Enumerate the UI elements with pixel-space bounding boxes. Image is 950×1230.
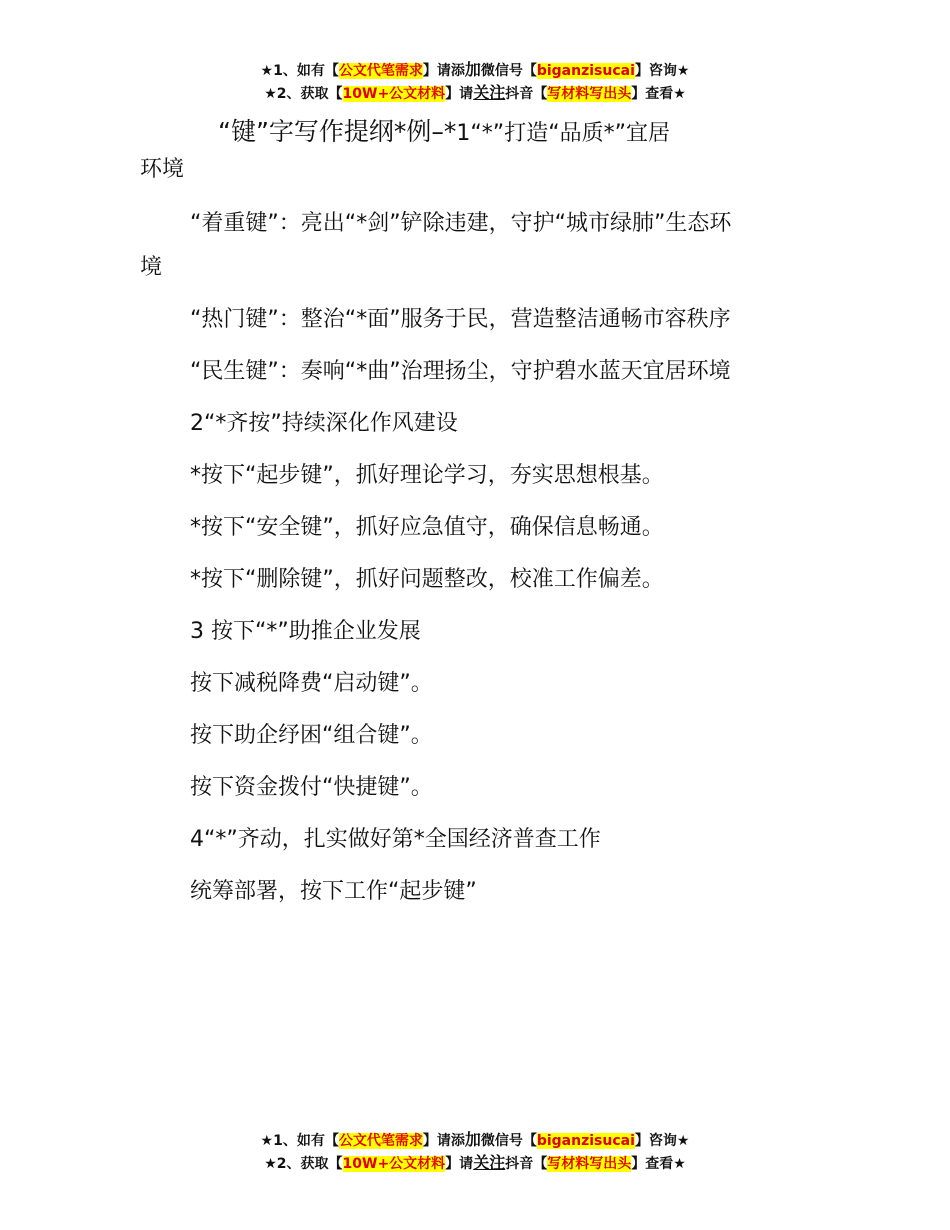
banner-text: 】查看★: [631, 1156, 686, 1172]
paragraph: *按下“起步键”，抓好理论学习，夯实思想根基。: [190, 463, 664, 488]
title-tail: 1“*”打造“品质*”宜居: [456, 121, 670, 146]
section-heading: 2“*齐按”持续深化作风建设: [190, 411, 458, 436]
banner-text: 】咨询★: [634, 63, 690, 79]
paragraph: *按下“删除键”，抓好问题整改，校准工作偏差。: [190, 567, 664, 592]
banner-text: ★2、获取【: [264, 1156, 343, 1172]
banner-line-1: [0, 1129, 950, 1152]
paragraph-continuation: 境: [140, 255, 163, 280]
title-continuation: 环境: [140, 157, 185, 182]
banner-text: 加: [464, 60, 481, 79]
paragraph: [140, 208, 820, 284]
banner-text: ★1、如有【: [260, 63, 339, 79]
highlight-label: 10W+公文材料: [342, 86, 446, 102]
document-body: [140, 110, 820, 908]
banner-text: 抖音【: [505, 1156, 548, 1172]
header-banner: [0, 59, 950, 105]
banner-text: 微信号【: [480, 1133, 537, 1149]
paragraph: 按下资金拨付“快捷键”。: [190, 775, 433, 800]
banner-text: 关注: [473, 1153, 506, 1172]
highlight-label: 公文代笔需求: [338, 1133, 423, 1149]
section-heading: 4“*”齐动，扎实做好第*全国经济普查工作: [190, 827, 601, 852]
banner-text: 抖音【: [505, 86, 548, 102]
banner-text: 】咨询★: [634, 1133, 690, 1149]
banner-text: 】查看★: [631, 86, 686, 102]
paragraph: *按下“安全键”，抓好应急值守，确保信息畅通。: [190, 515, 664, 540]
banner-text: 】请: [445, 86, 474, 102]
douyin-id: 写材料写出头: [547, 86, 632, 102]
banner-text: ★2、获取【: [264, 86, 343, 102]
section-heading: 3 按下“*”助推企业发展: [190, 619, 421, 644]
paragraph: 按下助企纾困“组合键”。: [190, 723, 433, 748]
document-title: [140, 110, 820, 156]
highlight-label: 公文代笔需求: [338, 63, 423, 79]
paragraph: “民生键”：奏响“*曲”治理扬尘，守护碧水蓝天宜居环境: [190, 359, 731, 384]
banner-text: 】请添: [422, 63, 465, 79]
paragraph: “热门键”：整治“*面”服务于民，营造整洁通畅市容秩序: [190, 307, 731, 332]
paragraph: 按下减税降费“启动键”。: [190, 671, 433, 696]
title-main: “键”字写作提纲*例–*: [218, 117, 457, 146]
banner-text: ★1、如有【: [260, 1133, 339, 1149]
highlight-label: 10W+公文材料: [342, 1156, 446, 1172]
banner-text: 】请添: [422, 1133, 465, 1149]
paragraph: 统筹部署，按下工作“起步键”: [190, 879, 477, 904]
douyin-id: 写材料写出头: [547, 1156, 632, 1172]
wechat-id: biganzisucai: [536, 63, 635, 79]
banner-text: 加: [464, 1130, 481, 1149]
wechat-id: biganzisucai: [536, 1133, 635, 1149]
banner-line-2: [0, 1152, 950, 1175]
banner-line-1: [0, 59, 950, 82]
banner-text: 】请: [445, 1156, 474, 1172]
banner-text: 微信号【: [480, 63, 537, 79]
banner-text: 关注: [473, 83, 506, 102]
footer-banner: [0, 1129, 950, 1175]
paragraph-text: “着重键”：亮出“*剑”铲除违建，守护“城市绿肺”生态环: [190, 211, 732, 236]
banner-line-2: [0, 82, 950, 105]
